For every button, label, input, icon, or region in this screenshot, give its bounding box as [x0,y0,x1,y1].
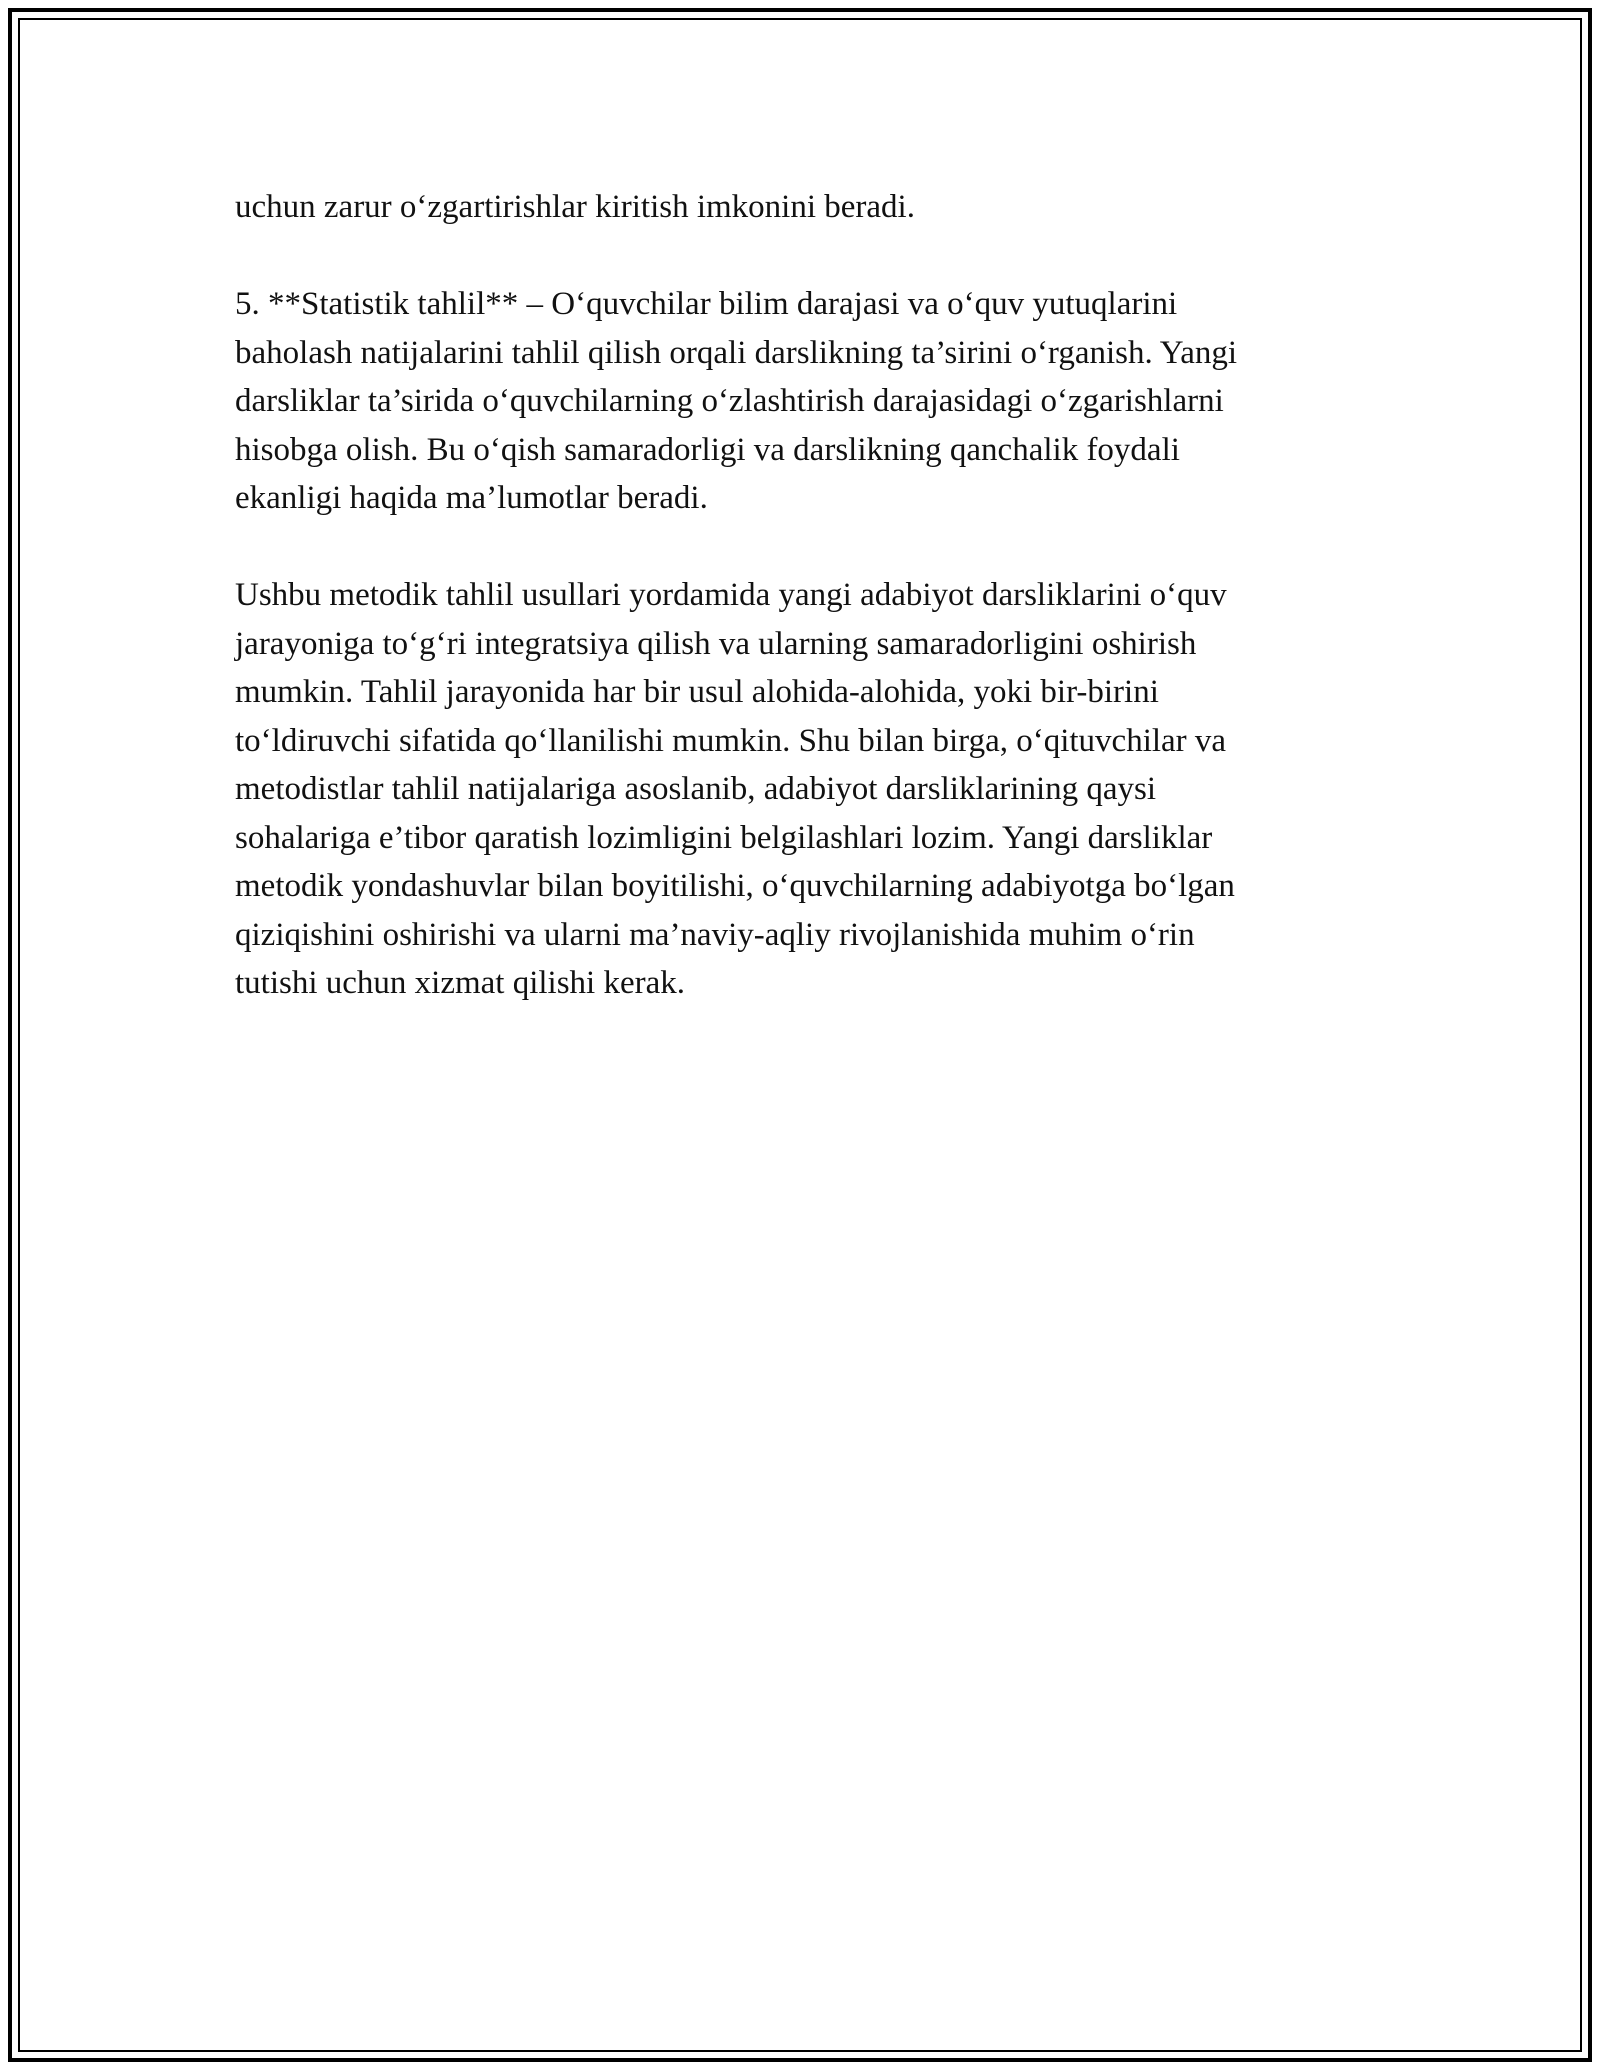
paragraph-continuation: uchun zarur o‘zgartirishlar kiritish imkonini beradi. [235,189,915,225]
document-body [235,183,1365,1056]
paragraph-statistical-analysis: 5. **Statistik tahlil** – O‘quvchilar bilim darajasi va o‘quv yutuqlarini baholash natijalarini tahlil qilish orqali darslikning ta’sirini o‘rganish. Yangi darsliklar ta’sirida o‘quvchilarning o‘zlashtirish darajasidagi o‘zgarishlarni hisobga olish. Bu o‘qish samaradorligi va darslikning qanchalik foydali ekanligi haqida ma’lumotlar beradi. [235,286,1238,516]
paragraph-conclusion: Ushbu metodik tahlil usullari yordamida yangi adabiyot darsliklarini o‘quv jarayoniga to‘g‘ri integratsiya qilish va ularning samaradorligini oshirish mumkin. Tahlil jarayonida har bir usul alohida-alohida, yoki bir-birini to‘ldiruvchi sifatida qo‘llanilishi mumkin. Shu bilan birga, o‘qituvchilar va metodistlar tahlil natijalariga asoslanib, adabiyot darsliklarining qaysi sohalariga e’tibor qaratish lozimligini belgilashlari lozim. Yangi darsliklar metodik yondashuvlar bilan boyitilishi, o‘quvchilarning adabiyotga bo‘lgan qiziqishini oshirishi va ularni ma’naviy-aqliy rivojlanishida muhim o‘rin tutishi uchun xizmat qilishi kerak. [235,577,1235,1001]
